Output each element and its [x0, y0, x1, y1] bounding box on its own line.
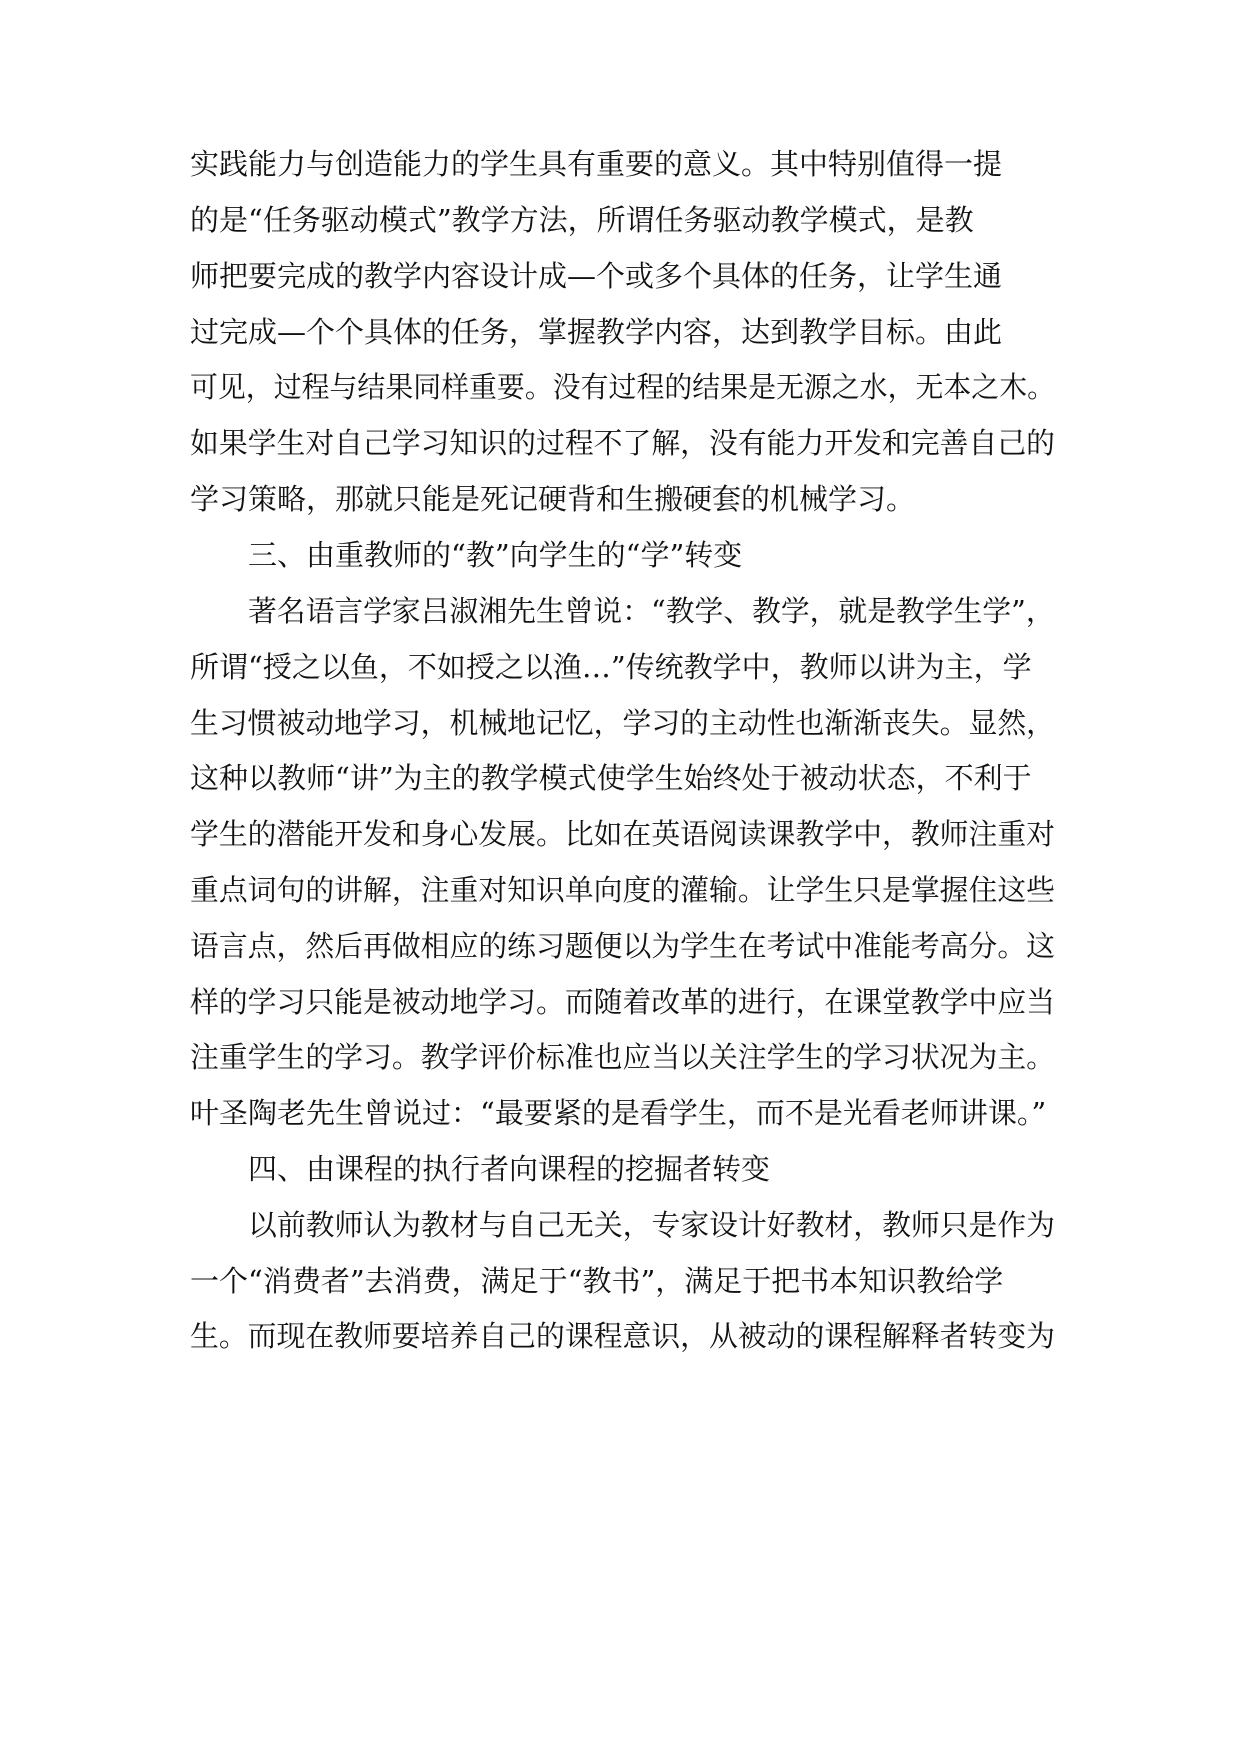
text-line-7: 学习策略，那就只能是死记硬背和生搬硬套的机械学习。	[190, 482, 916, 516]
text-line-18: 叶圣陶老先生曾说过：“最要紧的是看学生，而不是光看老师讲课。”	[190, 1096, 1047, 1130]
text-line-4: 过完成—个个具体的任务，掌握教学内容，达到教学目标。由此	[190, 315, 1003, 349]
text-line-17: 注重学生的学习。教学评价标准也应当以关注学生的学习状况为主。	[190, 1040, 1056, 1074]
text-line-13: 学生的潜能开发和身心发展。比如在英语阅读课教学中，教师注重对	[190, 817, 1056, 851]
text-line-6: 如果学生对自己学习知识的过程不了解，没有能力开发和完善自己的	[190, 426, 1056, 460]
text-line-14: 重点词句的讲解，注重对知识单向度的灌输。让学生只是掌握住这些	[190, 873, 1056, 907]
text-line-12: 这种以教师“讲”为主的教学模式使学生始终处于被动状态，不利于	[190, 761, 1032, 795]
text-line-3: 师把要完成的教学内容设计成—个或多个具体的任务，让学生通	[190, 259, 1003, 293]
section-heading-3: 三、由重教师的“教”向学生的“学”转变	[248, 538, 743, 572]
text-line-16: 样的学习只能是被动地学习。而随着改革的进行，在课堂教学中应当	[190, 985, 1056, 1019]
section-heading-4: 四、由课程的执行者向课程的挖掘者转变	[248, 1152, 771, 1186]
text-line-2: 的是“任务驱动模式”教学方法，所谓任务驱动教学模式，是教	[190, 203, 974, 237]
text-line-9: 著名语言学家吕淑湘先生曾说：“教学、教学，就是教学生学”，	[248, 594, 1055, 628]
text-line-15: 语言点，然后再做相应的练习题便以为学生在考试中准能考高分。这	[190, 929, 1056, 963]
text-line-11: 生习惯被动地学习，机械地记忆，学习的主动性也渐渐丧失。显然，	[190, 706, 1056, 740]
text-line-1: 实践能力与创造能力的学生具有重要的意义。其中特别值得一提	[190, 147, 1003, 181]
text-line-20: 以前教师认为教材与自己无关，专家设计好教材，教师只是作为	[248, 1208, 1056, 1242]
text-line-21: 一个“消费者”去消费，满足于“教书”，满足于把书本知识教给学	[190, 1264, 1004, 1298]
text-line-22: 生。而现在教师要培养自己的课程意识，从被动的课程解释者转变为	[190, 1319, 1056, 1353]
text-line-10: 所谓“授之以鱼，不如授之以渔…”传统教学中，教师以讲为主，学	[190, 650, 1032, 684]
text-line-5: 可见，过程与结果同样重要。没有过程的结果是无源之水，无本之木。	[190, 370, 1056, 404]
